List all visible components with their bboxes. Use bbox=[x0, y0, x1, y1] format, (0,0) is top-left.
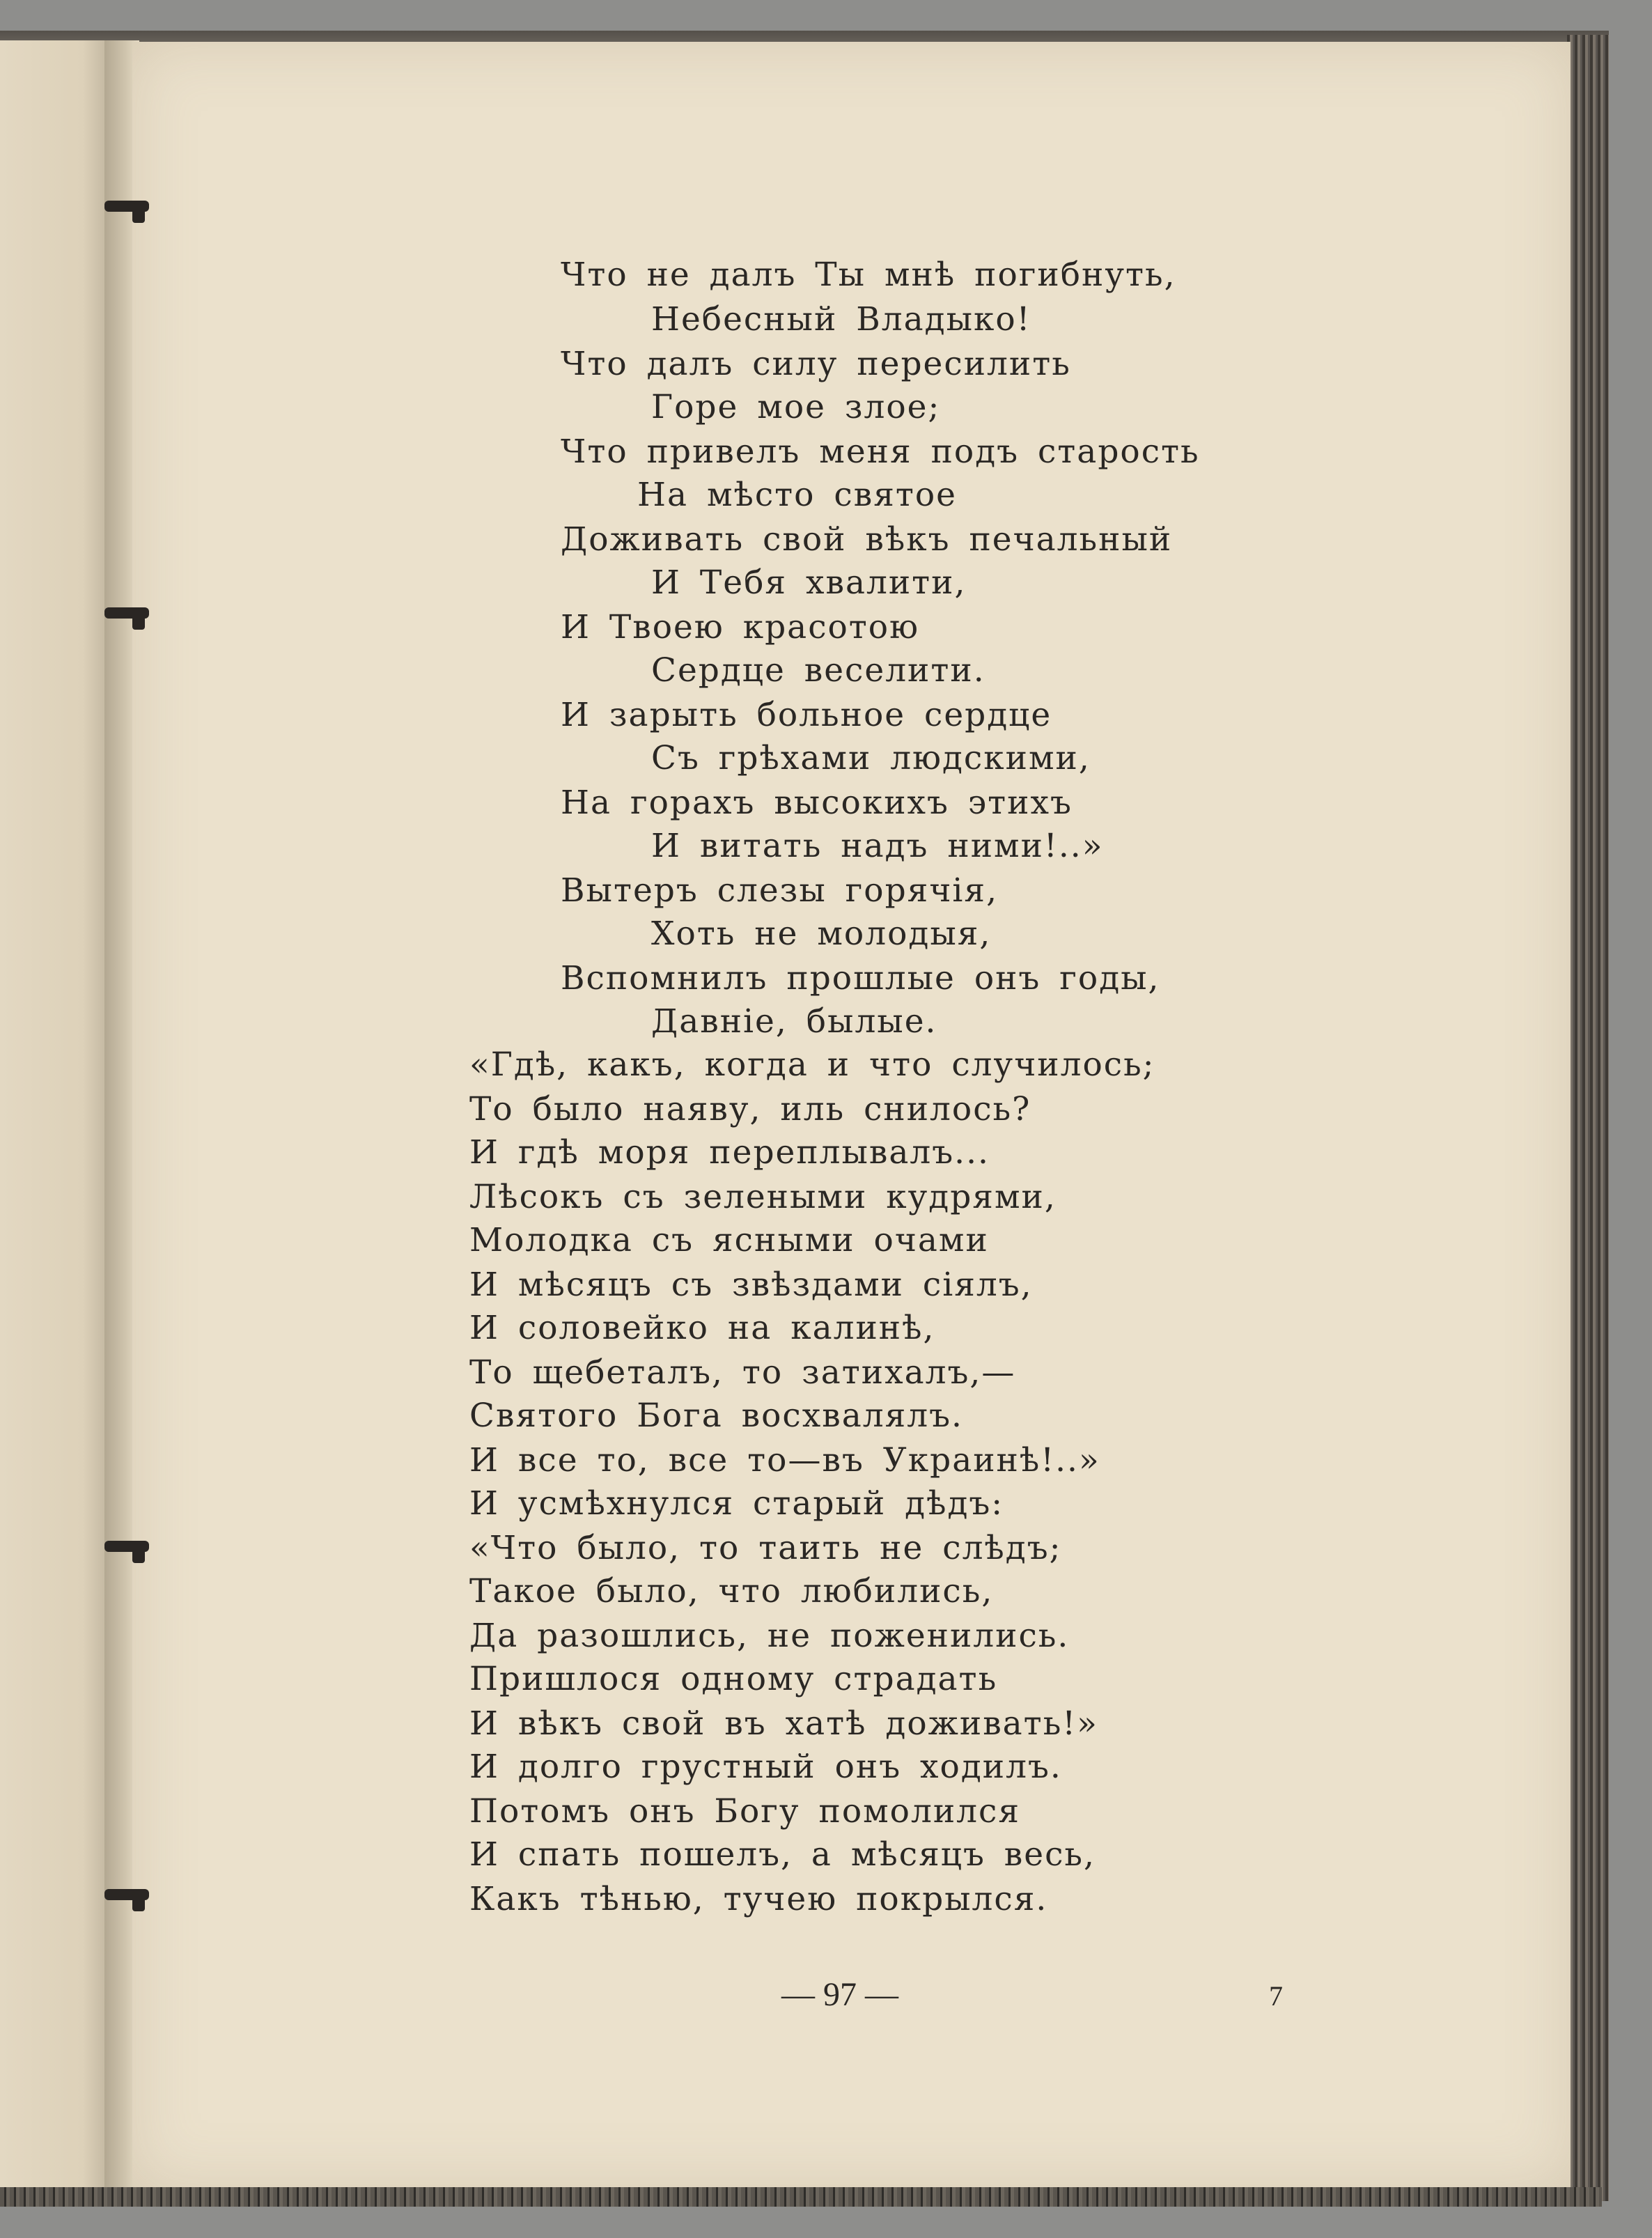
poem-line: Хоть не молодыя, bbox=[651, 915, 992, 953]
poem-line: И вѣкъ свой въ хатѣ доживать!» bbox=[469, 1704, 1098, 1743]
poem-line: Небесный Владыко! bbox=[651, 300, 1031, 339]
signature-mark: 7 bbox=[1269, 1980, 1283, 2012]
poem-line: На горахъ высокихъ этихъ bbox=[561, 784, 1073, 822]
left-page-margin bbox=[0, 40, 118, 2193]
poem-line: Святого Бога восхвалялъ. bbox=[469, 1397, 963, 1435]
poem-line: «Гдѣ, какъ, когда и что случилось; bbox=[469, 1046, 1155, 1084]
book-right-edge bbox=[1567, 35, 1609, 2201]
poem-line: То было наяву, иль снилось? bbox=[469, 1090, 1031, 1128]
book-bottom-edge bbox=[0, 2187, 1602, 2207]
poem-line: Вспомнилъ прошлые онъ годы, bbox=[561, 959, 1160, 997]
poem-line: Да разошлись, не поженились. bbox=[469, 1617, 1070, 1655]
poem-line: «Что было, то таить не слѣдъ; bbox=[469, 1529, 1062, 1567]
poem-line: Потомъ онъ Богу помолился bbox=[469, 1792, 1020, 1831]
poem-line: То щебеталъ, то затихалъ,— bbox=[469, 1353, 1016, 1392]
poem-line: И усмѣхнулся старый дѣдъ: bbox=[469, 1484, 1004, 1523]
binding-stitch-icon bbox=[104, 1541, 149, 1552]
poem-line: И зарыть больное сердце bbox=[561, 696, 1052, 734]
poem-line: Давніе, былые. bbox=[651, 1002, 937, 1041]
poem-line: Лѣсокъ съ зелеными кудрями, bbox=[469, 1178, 1057, 1216]
binding-stitch-icon bbox=[104, 201, 149, 212]
page-number: — 97 — bbox=[781, 1976, 898, 2013]
poem-line: Что привелъ меня подъ старость bbox=[561, 433, 1200, 471]
poem-line: И соловейко на калинѣ, bbox=[469, 1309, 935, 1347]
poem-line: И гдѣ моря переплывалъ... bbox=[469, 1133, 990, 1172]
poem-line: И все то, все то—въ Украинѣ!..» bbox=[469, 1441, 1100, 1479]
poem-line: И спать пошелъ, а мѣсяцъ весь, bbox=[469, 1835, 1096, 1874]
poem-line: И Твоею красотою bbox=[561, 608, 920, 646]
poem-line: Горе мое злое; bbox=[651, 388, 941, 426]
binding-stitch-icon bbox=[104, 607, 149, 619]
poem-line: Съ грѣхами людскими, bbox=[651, 739, 1091, 777]
poem-line: Такое было, что любились, bbox=[469, 1572, 994, 1610]
poem-line: Вытеръ слезы горячія, bbox=[561, 871, 999, 910]
poem-line: Что не далъ Ты мнѣ погибнуть, bbox=[561, 256, 1176, 294]
poem-line: И Тебя хвалити, bbox=[651, 564, 967, 602]
poem-line: На мѣсто святое bbox=[637, 476, 957, 514]
poem-line: И мѣсяцъ съ звѣздами сіялъ, bbox=[469, 1266, 1033, 1304]
binding-stitch-icon bbox=[104, 1889, 149, 1900]
poem-line: Доживать свой вѣкъ печальный bbox=[561, 520, 1173, 559]
poem-line: Какъ тѣнью, тучею покрылся. bbox=[469, 1880, 1048, 1918]
poem-line: И витать надъ ними!..» bbox=[651, 827, 1104, 865]
poem-line: И долго грустный онъ ходилъ. bbox=[469, 1748, 1062, 1786]
poem-line: Что далъ силу пересилить bbox=[561, 345, 1071, 383]
poem-line: Молодка съ ясными очами bbox=[469, 1221, 989, 1259]
poem-line: Сердце веселити. bbox=[651, 651, 985, 690]
poem-line: Пришлося одному страдать bbox=[469, 1660, 998, 1698]
